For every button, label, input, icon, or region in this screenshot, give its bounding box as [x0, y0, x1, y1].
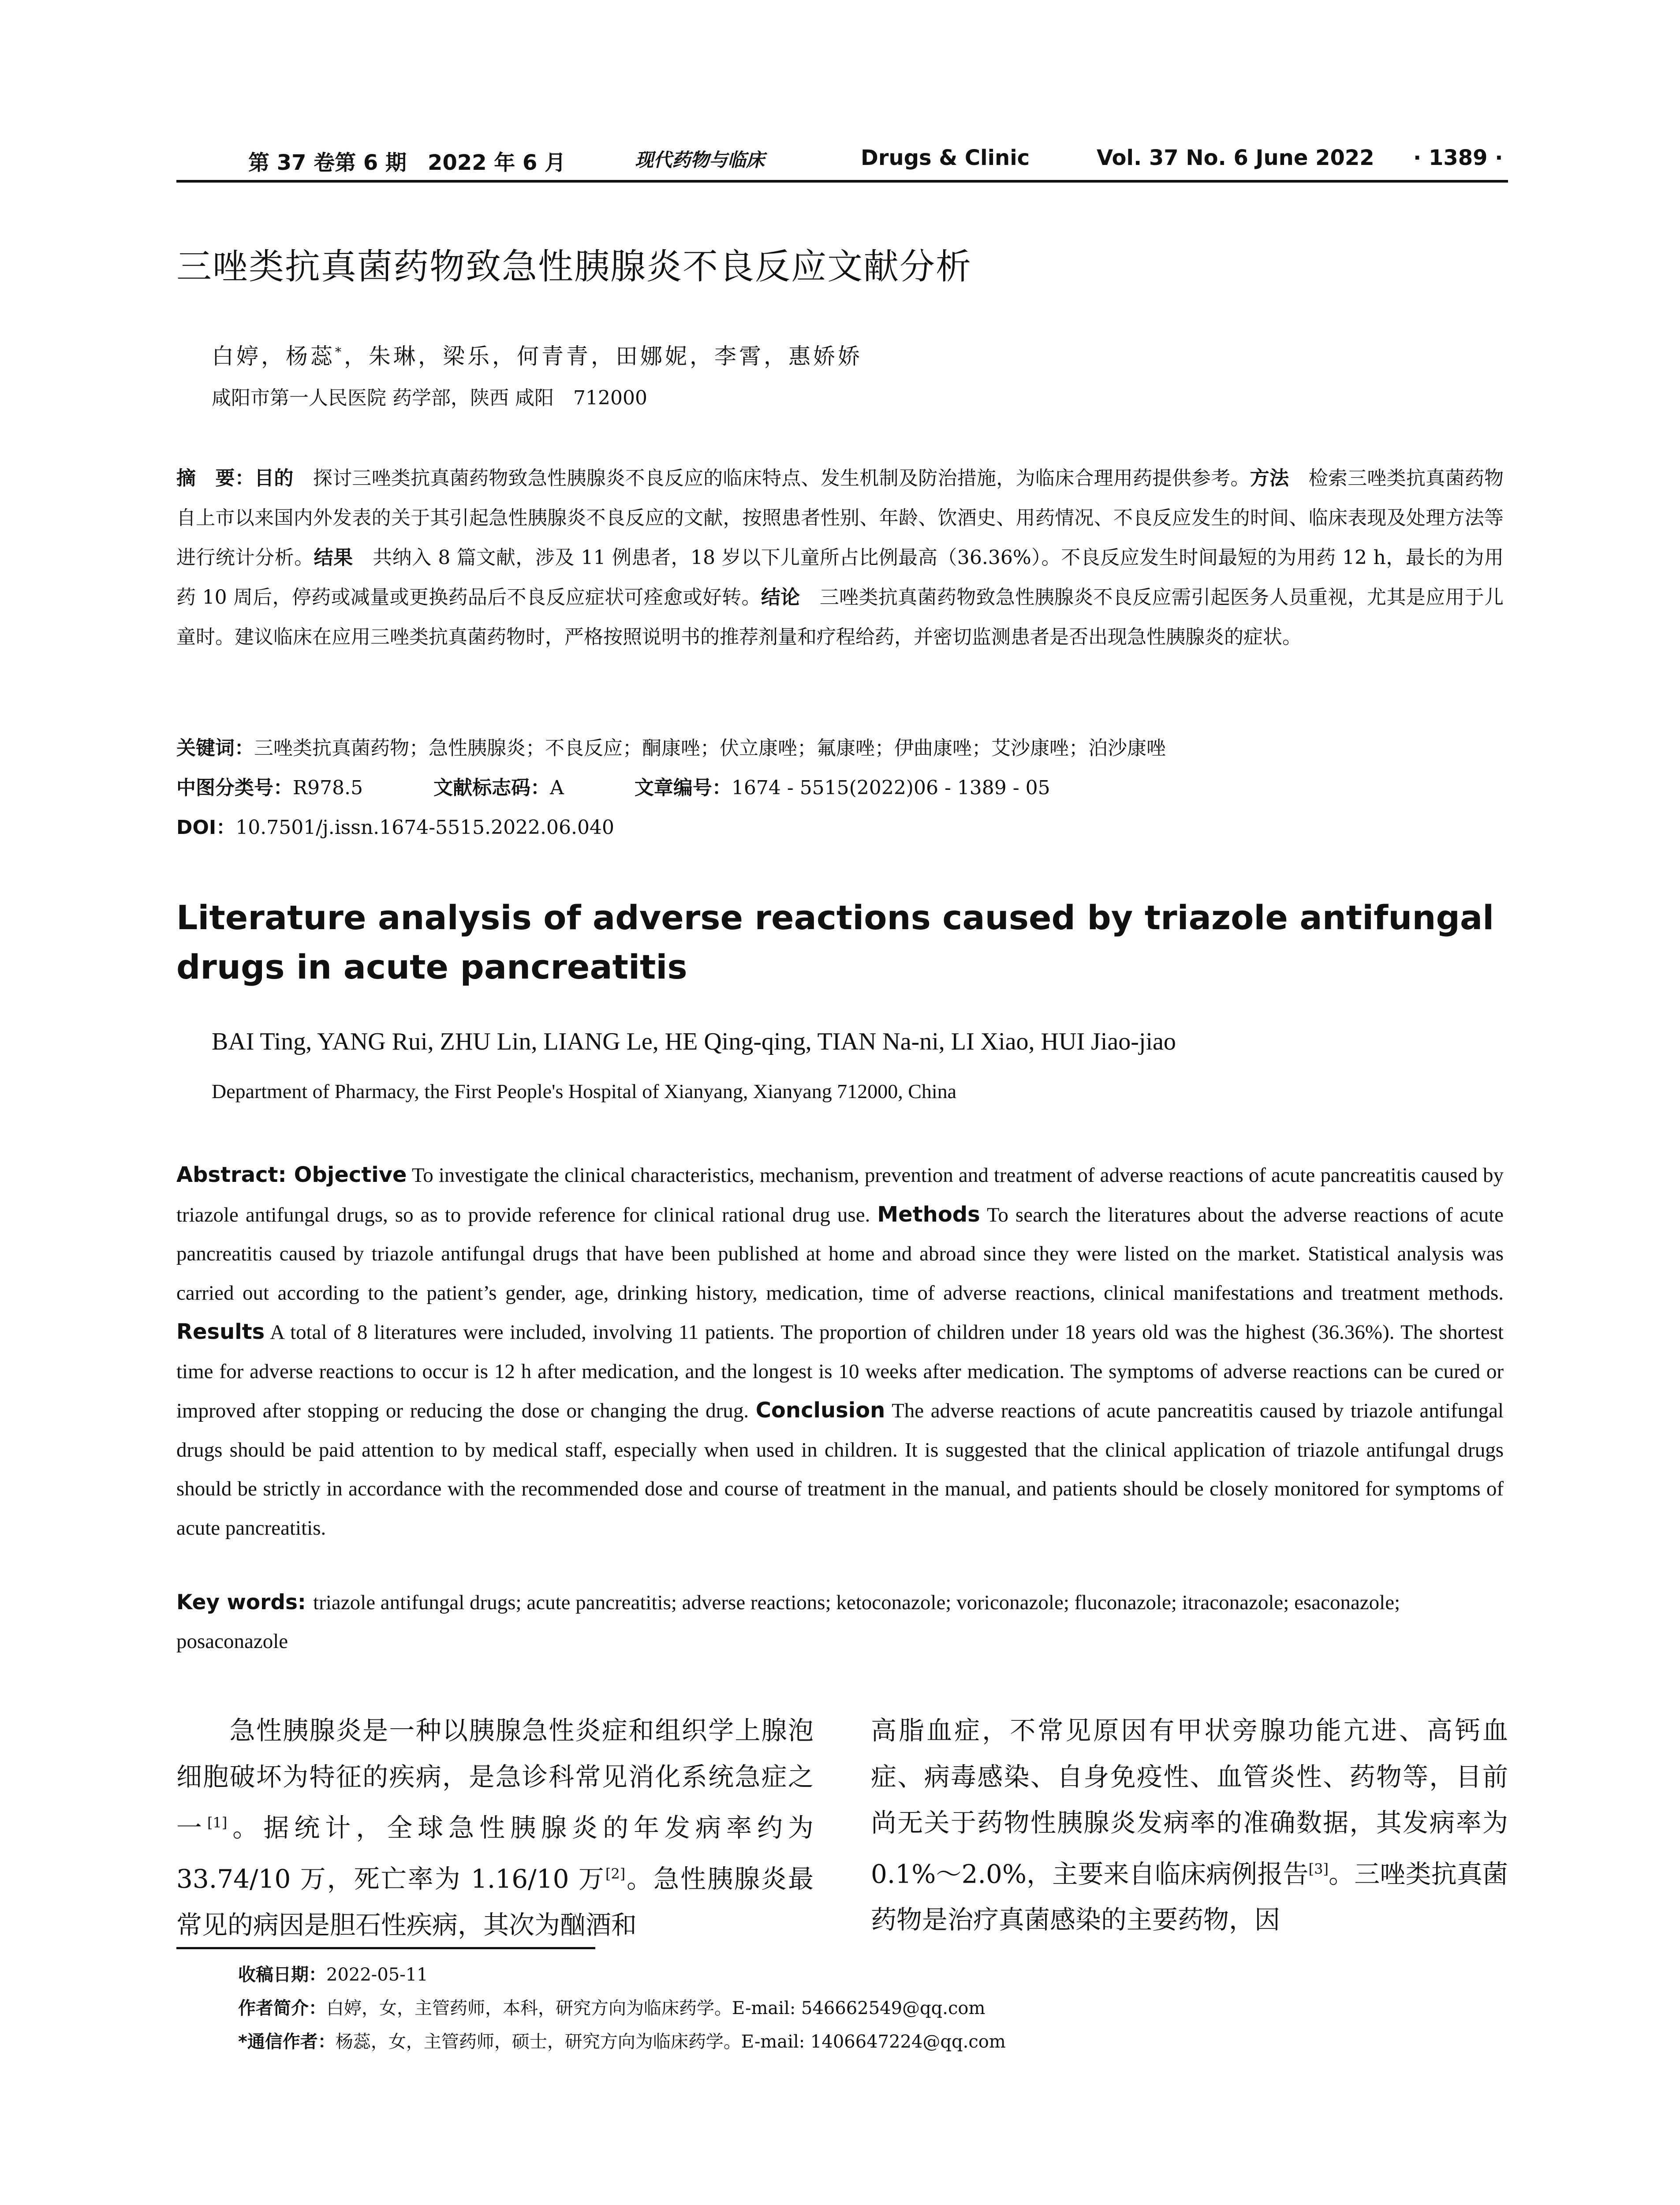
corresponding-label: *通信作者：: [238, 2032, 336, 2052]
footnotes: [238, 1958, 1006, 2059]
objective-label-en: Objective: [294, 1162, 407, 1187]
abstract-cn-label: 摘 要：: [176, 467, 255, 490]
keywords-cn: [176, 732, 1166, 760]
footnote-corresponding: [238, 2025, 1006, 2059]
footnote-divider: [176, 1947, 595, 1949]
methods-text-en: To search the literatures about the adverse reactions of acute pancreatitis caused by triazole antifungal drugs that have been published at home and abroad since they were listed on the market. Statistical analysis was carried out according to the patient’s gender, age, drinking history, medication, time of adverse reactions, clinical manifestations and treatment methods.: [176, 1203, 1504, 1304]
issue-info: 第 37 卷第 6 期 2022 年 6 月: [248, 150, 566, 175]
keywords-cn-text: 三唑类抗真菌药物；急性胰腺炎；不良反应；酮康唑；伏立康唑；氟康唑；伊曲康唑；艾沙康唑；泊沙康唑: [254, 737, 1166, 759]
body-text-left-3: 。急性胰腺炎最常见的病因是胆石性疾病，其次为酗酒和: [176, 1864, 814, 1940]
authors-cn-rest: ，朱琳，梁乐，何青青，田娜妮，李霄，惠娇娇: [344, 344, 862, 369]
received-date: 2022-05-11: [326, 1965, 428, 1985]
journal-name-cn: 现代药物与临床: [635, 149, 765, 171]
authors-en: BAI Ting, YANG Rui, ZHU Lin, LIANG Le, HE Qing-qing, TIAN Na-ni, LI Xiao, HUI Jiao-jiao: [212, 1028, 1176, 1055]
methods-label-en: Methods: [877, 1202, 980, 1227]
methods-text-cn: 检索三唑类抗真菌药物自上市以来国内外发表的关于其引起急性胰腺炎不良反应的文献，按照患者性别、年龄、饮酒史、用药情况、不良反应发生的时间、临床表现及处理方法等进行统计分析。: [176, 467, 1504, 569]
affiliation-cn: 咸阳市第一人民医院 药学部，陕西 咸阳 712000: [212, 387, 647, 409]
doi-line: [176, 811, 614, 840]
authors-cn-first: 白婷，杨蕊: [212, 344, 335, 369]
volume-info: Vol. 37 No. 6 June 2022: [1097, 146, 1374, 170]
conclusion-text-en: The adverse reactions of acute pancreatitis caused by triazole antifungal drugs should be paid attention to by medical staff, especially when used in children. It is suggested that the clinical application of triazole antifungal drugs should be strictly in accordance with the recommended dose and course of treatment in the manual, and patients should be closely monitored for symptoms of acute pancreatitis.: [176, 1399, 1504, 1540]
body-text-right-2: 。三唑类抗真菌药物是治疗真菌感染的主要药物，因: [871, 1858, 1508, 1935]
keywords-en-label: Key words:: [176, 1590, 314, 1615]
body-column-right: [871, 1708, 1508, 1943]
methods-label-cn: 方法: [1250, 467, 1289, 490]
journal-name-en: Drugs & Clinic: [861, 146, 1030, 170]
objective-text-en: To investigate the clinical characteristics, mechanism, prevention and treatment of adverse reactions of acute pancreatitis caused by triazole antifungal drugs, so as to provide reference for clinical rational drug use.: [176, 1164, 1504, 1226]
results-label-en: Results: [176, 1319, 265, 1344]
authors-cn: [212, 339, 862, 370]
keywords-cn-label: 关键词：: [176, 737, 254, 759]
abstract-en: [176, 1155, 1504, 1547]
citation-ref-2[interactable]: [2]: [605, 1865, 626, 1882]
article-title-cn: 三唑类抗真菌药物致急性胰腺炎不良反应文献分析: [176, 246, 972, 287]
conclusion-label-cn: 结论: [761, 586, 800, 609]
doi-value[interactable]: 10.7501/j.issn.1674-5515.2022.06.040: [235, 816, 614, 839]
objective-label-cn: 目的: [254, 467, 294, 490]
corresponding-mark: *: [335, 344, 344, 359]
author-bio-label: 作者简介：: [238, 1998, 326, 2018]
article-number-value: 1674 - 5515(2022)06 - 1389 - 05: [731, 777, 1050, 799]
clc-label: 中图分类号：: [176, 777, 293, 799]
body-text-right-1: 高脂血症，不常见原因有甲状旁腺功能亢进、高钙血症、病毒感染、自身免疫性、血管炎性、药物等，目前尚无关于药物性胰腺炎发病率的准确数据，其发病率为 0.1%～2.0%，主要来自临床病例报告: [871, 1715, 1508, 1889]
keywords-en: [176, 1583, 1504, 1661]
author-bio: 白婷，女，主管药师，本科，研究方向为临床药学。E-mail: 546662549@qq.com: [326, 1998, 986, 2018]
body-text-left-2: 。据统计，全球急性胰腺炎的年发病率约为 33.74/10 万，死亡率为 1.16/10 万: [176, 1813, 814, 1894]
article-number-label: 文章编号：: [634, 777, 732, 799]
doi-label: DOI：: [176, 816, 236, 839]
footnote-author: [238, 1992, 1006, 2025]
keywords-en-text: triazole antifungal drugs; acute pancreatitis; adverse reactions; ketoconazole; voriconazole; fluconazole; itraconazole; esaconazole; posaconazole: [176, 1591, 1400, 1653]
abstract-cn: [176, 459, 1504, 657]
clc-value: R978.5: [293, 777, 363, 799]
citation-ref-3[interactable]: [3]: [1308, 1860, 1329, 1877]
results-text-cn: 共纳入 8 篇文献，涉及 11 例患者，18 岁以下儿童所占比例最高（36.36%）。不良反应发生时间最短的为用药 12 h，最长的为用药 10 周后，停药或减量或更换药品后不良反应症状可痊愈或好转。: [176, 546, 1504, 609]
page-number: · 1389 ·: [1413, 146, 1503, 170]
conclusion-text-cn: 三唑类抗真菌药物致急性胰腺炎不良反应需引起医务人员重视，尤其是应用于儿童时。建议临床在应用三唑类抗真菌药物时，严格按照说明书的推荐剂量和疗程给药，并密切监测患者是否出现急性胰腺炎的症状。: [176, 586, 1504, 648]
received-label: 收稿日期：: [238, 1965, 326, 1985]
body-text-left-1: 急性胰腺炎是一种以胰腺急性炎症和组织学上腺泡细胞破坏为特征的疾病，是急诊科常见消化系统急症之一: [176, 1715, 814, 1843]
corresponding-author: 杨蕊，女，主管药师，硕士，研究方向为临床药学。E-mail: 1406647224@qq.com: [335, 2032, 1006, 2052]
affiliation-en: Department of Pharmacy, the First People's Hospital of Xianyang, Xianyang 712000, China: [212, 1080, 957, 1102]
conclusion-label-en: Conclusion: [755, 1398, 885, 1423]
results-label-cn: 结果: [314, 546, 353, 569]
abstract-en-label: Abstract:: [176, 1162, 294, 1187]
citation-ref-1[interactable]: [1]: [207, 1814, 228, 1831]
doc-code-value: A: [550, 777, 564, 799]
running-header: [176, 140, 1508, 183]
footnote-received: [238, 1958, 1006, 1992]
objective-text-cn: 探讨三唑类抗真菌药物致急性胰腺炎不良反应的临床特点、发生机制及防治措施，为临床合理用药提供参考。: [293, 467, 1250, 490]
doc-code-label: 文献标志码：: [433, 777, 550, 799]
body-column-left: [176, 1708, 814, 1948]
results-text-en: A total of 8 literatures were included, involving 11 patients. The proportion of children under 18 years old was the highest (36.36%). The shortest time for adverse reactions to occur is 12 h after medication, and the longest is 10 weeks after medication. The symptoms of adverse reactions can be cured or improved after stopping or reducing the dose or changing the drug.: [176, 1321, 1504, 1422]
classification-line: [176, 772, 1050, 800]
article-title-en: Literature analysis of adverse reactions caused by triazole antifungal drugs in acute pancreatitis: [176, 898, 1494, 987]
